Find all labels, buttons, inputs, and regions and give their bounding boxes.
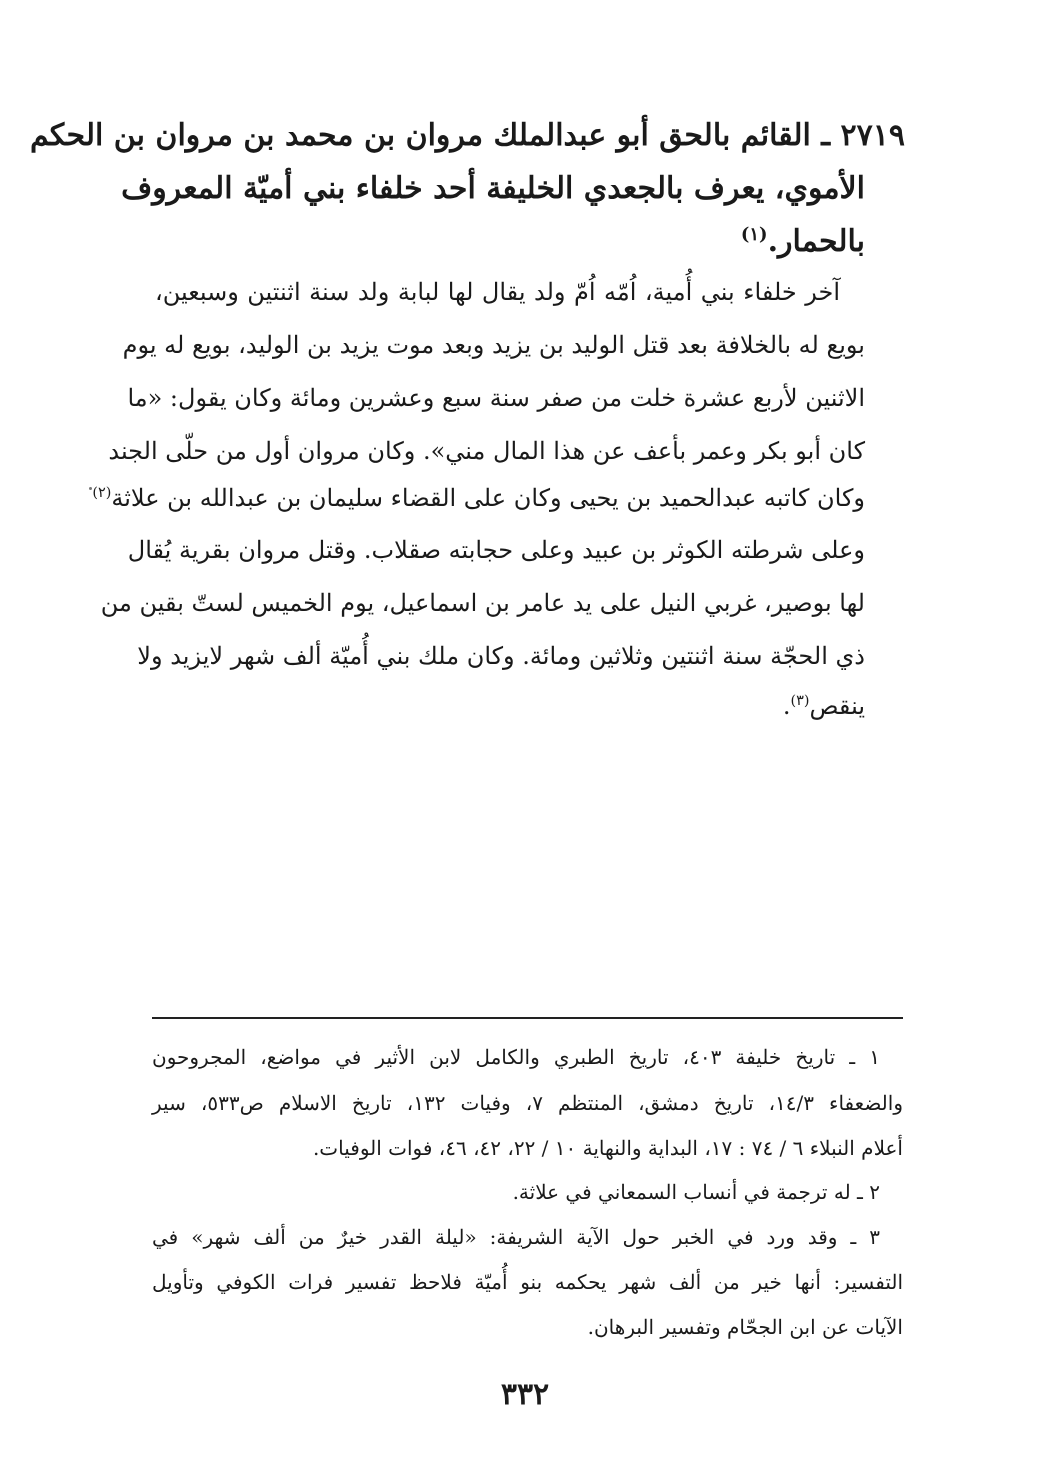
footnote-2: ٢ ـ له ترجمة في أنساب السمعاني في علاثة. (512, 1180, 880, 1204)
scan-dot (89, 487, 92, 490)
body-line-9-end: . (782, 692, 791, 720)
entry-title-line-2: الأموي، يعرف بالجعدي الخليفة أحد خلفاء بني أميّة المعروف (121, 171, 865, 206)
body-line-5 (92, 476, 865, 520)
footnote-3-line-1: ٣ ـ وقد ورد في الخبر حول الآية الشريفة: «ليلة القدر خيرٌ من ألف شهر» في (152, 1225, 880, 1249)
body-line-5-text: وكان كاتبه عبدالحميد بن يحيى وكان على القضاء سليمان بن عبدالله بن علاثة (111, 484, 865, 512)
body-line-9-text: ينقص (809, 692, 865, 720)
footnote-3-line-2: التفسير: أنها خير من ألف شهر يحكمه بنو أُميّة فلاحظ تفسير فرات الكوفي وتأويل (152, 1270, 903, 1294)
footnote-1-line-1: ١ ـ تاريخ خليفة ٤٠٣، تاريخ الطبري والكامل لابن الأثير في مواضع، المجروحون (152, 1045, 880, 1069)
entry-title-line-1: ٢٧١٩ ـ القائم بالحق أبو عبدالملك مروان بن محمد بن مروان بن الحكم (29, 118, 905, 153)
body-line-7: لها بوصير، غربي النيل على يد عامر بن اسماعيل، يوم الخميس لستّ بقين من (100, 589, 865, 617)
footnote-1-line-3: أعلام النبلاء ٦ / ٧٤ : ١٧، البداية والنهاية ١٠ / ٢٢، ٤٢، ٤٦، فوات الوفيات. (312, 1136, 903, 1160)
body-line-6: وعلى شرطته الكوثر بن عبيد وعلى حجابته صقلاب. وقتل مروان بقرية يُقال (127, 536, 865, 564)
footnote-ref-2: (٢) (92, 485, 112, 501)
body-line-3: الاثنين لأربع عشرة خلت من صفر سنة سبع وعشرين ومائة وكان يقول: «ما (127, 384, 865, 412)
body-line-9 (700, 684, 865, 728)
body-line-1: آخر خلفاء بني أُمية، اُمّه اُمّ ولد يقال لها لبابة ولد سنة اثنتين وسبعين، (155, 278, 840, 306)
body-line-8: ذي الحجّة سنة اثنتين وثلاثين ومائة. وكان ملك بني أُميّة ألف شهر لايزيد ولا (137, 642, 865, 670)
body-line-2: بويع له بالخلافة بعد قتل الوليد بن يزيد وبعد موت يزيد بن الوليد، بويع له يوم (122, 331, 865, 359)
page-number: ٣٣٢ (500, 1377, 550, 1412)
footnote-ref-3: (٣) (790, 693, 810, 709)
entry-title-line-3 (500, 219, 865, 265)
entry-title-line-3-text: بالحمار. (767, 224, 865, 259)
body-line-4: كان أبو بكر وعمر بأعف عن هذا المال مني». وكان مروان أول من حلّى الجند (108, 437, 865, 465)
footnote-1-line-2: والضعفاء ١٤/٣، تاريخ دمشق، المنتظم ٧، وفيات ١٣٢، تاريخ الاسلام ص٥٣٣، سير (152, 1091, 903, 1115)
footnote-ref-1: (١) (740, 224, 768, 245)
footnote-separator (152, 1017, 903, 1019)
footnote-3-line-3: الآيات عن ابن الجحّام وتفسير البرهان. (587, 1315, 903, 1339)
